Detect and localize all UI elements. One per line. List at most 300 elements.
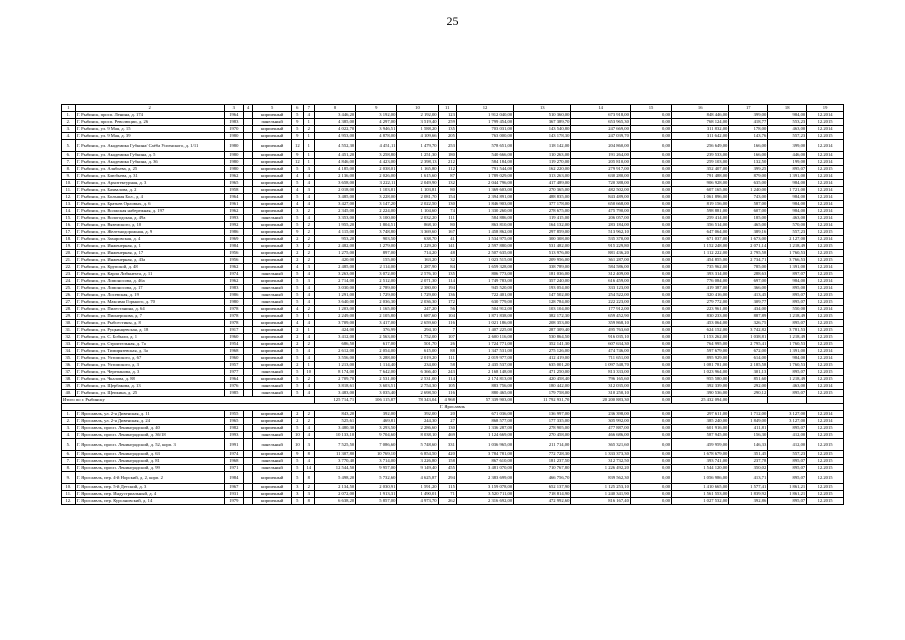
- cell-fund-share: 472 992,60: [514, 498, 571, 505]
- cell-total-cost: 2 044 796,00: [456, 180, 513, 187]
- cell-total-cost: 868 577,00: [456, 418, 513, 425]
- cell-regional-share: 25 432 094,00: [672, 397, 729, 404]
- cell-entrances: 1: [303, 362, 314, 369]
- cell-private-area: 2 286,60: [397, 425, 438, 432]
- cell-total-cost: 1 347 531,00: [456, 348, 513, 355]
- table-row: [62, 355, 844, 362]
- cell-living-area: 9 957,00: [356, 465, 397, 472]
- cell-budget-share: 0,00: [630, 320, 671, 327]
- cell-total-area: 6 638,20: [314, 498, 355, 505]
- cell-total-cost: 722 401,00: [456, 292, 513, 299]
- cell-regional-share: 955 580,00: [672, 376, 729, 383]
- cell-owner-share: 720 388,00: [571, 180, 631, 187]
- register-table: [61, 104, 844, 505]
- cell-private-area: 2 398,13: [397, 159, 438, 166]
- cell-col-4: [244, 159, 253, 166]
- cell-regional-share: 1 152 248,00: [672, 243, 729, 250]
- cell-regional-share: 256 649,00: [672, 140, 729, 152]
- cell-total-area: 12 544,50: [314, 465, 355, 472]
- table-row: [62, 376, 844, 383]
- cell-private-area: 1 287,90: [397, 264, 438, 271]
- cell-floors: 2: [292, 341, 303, 348]
- cell-regional-share: 671 037,00: [672, 236, 729, 243]
- cell-floors: 5: [292, 390, 303, 397]
- cell-build-year: 1978: [224, 306, 243, 313]
- cell-wall-material: кирпичный: [253, 250, 292, 257]
- cell-owner-share: 816 167,40: [571, 498, 631, 505]
- cell-private-area: 2 071,30: [397, 278, 438, 285]
- cell-row-number: 31.: [62, 327, 76, 334]
- cell-col-4: [244, 236, 253, 243]
- cell-entrances: 2: [303, 208, 314, 215]
- cell-cost-per-m2: 2 071,14: [729, 243, 768, 250]
- cell-cost-per-m2: 2 795,41: [729, 341, 768, 348]
- cell-floors: 4: [292, 306, 303, 313]
- cell-regional-share: 454 855,00: [672, 257, 729, 264]
- cell-total-cost: 630 779,00: [456, 299, 513, 306]
- cell-owner-share: 20 200 883,30: [571, 397, 631, 404]
- cell-row-number: 12.: [62, 194, 76, 201]
- cell-cost-per-m2: 587,00: [729, 201, 768, 208]
- cell-living-area: 3 147,20: [356, 201, 397, 208]
- cell-floors: 4: [292, 187, 303, 194]
- cell-wall-material: панельный: [253, 383, 292, 390]
- cell-living-area: 3 222,11: [356, 180, 397, 187]
- cell-fund-share: 143 178,30: [514, 133, 571, 140]
- cell-max-cost-per-m2: 984,00: [768, 355, 807, 362]
- cell-wall-material: кирпичный: [253, 425, 292, 432]
- cell-deadline: 12.2015: [807, 484, 844, 491]
- cell-owner-share: 236 398,00: [571, 411, 631, 418]
- cell-cost-per-m2: 132,50: [729, 159, 768, 166]
- cell-wall-material: кирпичный: [253, 257, 292, 264]
- cell-living-area: 3 072,00: [356, 271, 397, 278]
- cell-regional-share: 459 959,00: [672, 439, 729, 451]
- cell-private-area: 2 576,10: [397, 271, 438, 278]
- cell-fund-share: 180 442,00: [514, 383, 571, 390]
- cell-total-cost: 3 481 070,00: [456, 465, 513, 472]
- cell-private-area: 6 366,40: [397, 369, 438, 376]
- cell-total-area: 4 385,00: [314, 119, 355, 126]
- column-header: 7: [303, 105, 314, 112]
- cell-floors: 5: [292, 348, 303, 355]
- cell-total-cost: 2 174 813,00: [456, 376, 513, 383]
- cell-fund-share: 275 126,00: [514, 348, 571, 355]
- cell-build-year: 1957: [224, 362, 243, 369]
- cell-cost-per-m2: 366,00: [729, 285, 768, 292]
- table-row: [62, 348, 844, 355]
- cell-owner-share: 813 333,00: [571, 369, 631, 376]
- cell-row-number: 26.: [62, 292, 76, 299]
- cell-row-number: 9.: [62, 472, 76, 484]
- cell-regional-share: 352 407,00: [672, 166, 729, 173]
- cell-budget-share: 0,00: [630, 264, 671, 271]
- cell-floors: 4: [292, 264, 303, 271]
- cell-total-area: 2 345,00: [314, 208, 355, 215]
- cell-residents: 130: [438, 201, 456, 208]
- table-row: [62, 159, 844, 166]
- cell-fund-share: 103 104,00: [514, 306, 571, 313]
- cell-max-cost-per-m2: 199,00: [768, 159, 807, 166]
- cell-address: Г. Рыбинск, ул. Щепкина, д. 25: [75, 390, 224, 397]
- cell-row-number: 2.: [62, 119, 76, 126]
- cell-col-4: [244, 458, 253, 465]
- cell-col-4: [244, 369, 253, 376]
- cell-col-4: [244, 229, 253, 236]
- cell-total-area: 4 185,00: [314, 166, 355, 173]
- cell-deadline: 12.2014: [807, 278, 844, 285]
- cell-budget-share: 0,00: [630, 112, 671, 119]
- cell-row-number: 28.: [62, 306, 76, 313]
- cell-max-cost-per-m2: 1 760,53: [768, 341, 807, 348]
- cell-wall-material: кирпичный: [253, 306, 292, 313]
- cell-wall-material: кирпичный: [253, 327, 292, 334]
- cell-budget-share: 0,00: [630, 271, 671, 278]
- cell-entrances: 4: [303, 383, 314, 390]
- cell-fund-share: 338 789,00: [514, 264, 571, 271]
- cell-floors: 12: [292, 140, 303, 152]
- cell-cost-per-m2: 350,02: [729, 465, 768, 472]
- cell-living-area: 2 036,30: [356, 299, 397, 306]
- cell-max-cost-per-m2: 895,07: [768, 369, 807, 376]
- cell-fund-share: 143 540,80: [514, 126, 571, 133]
- cell-wall-material: кирпичный: [253, 362, 292, 369]
- cell-residents: 114: [438, 376, 456, 383]
- cell-wall-material: кирпичный: [253, 418, 292, 425]
- cell-fund-share: 211 714,00: [514, 439, 571, 451]
- cell-private-area: 638,70: [397, 236, 438, 243]
- cell-fund-share: 510 360,00: [514, 112, 571, 119]
- cell-private-area: 3 519,40: [397, 119, 438, 126]
- cell-total-area: 2 709,70: [314, 376, 355, 383]
- cell-entrances: 1: [303, 152, 314, 159]
- cell-floors: 10: [292, 439, 303, 451]
- table-row: [62, 152, 844, 159]
- cell-row-number: 3.: [62, 425, 76, 432]
- cell-cost-per-m2: 1 849,00: [729, 418, 768, 425]
- cell-build-year: 1978: [224, 320, 243, 327]
- cell-fund-share: 377 178,00: [514, 201, 571, 208]
- cell-address: Г. Рыбинск, ул. Ломоносова, д. 46а: [75, 278, 224, 285]
- cell-deadline: 12.2015: [807, 439, 844, 451]
- cell-owner-share: 466 686,00: [571, 432, 631, 439]
- cell-col-4: [244, 327, 253, 334]
- cell-address: Г. Ярославль, пер. 5-й Детский, д. 3: [75, 484, 224, 491]
- cell-deadline: 12.2014: [807, 306, 844, 313]
- cell-entrances: 2: [303, 376, 314, 383]
- cell-build-year: 1980: [224, 299, 243, 306]
- cell-build-year: 1962: [224, 264, 243, 271]
- column-header: 6: [292, 105, 303, 112]
- cell-row-number: 29.: [62, 313, 76, 320]
- cell-build-year: 1969: [224, 236, 243, 243]
- cell-max-cost-per-m2: 3 127,00: [768, 418, 807, 425]
- cell-max-cost-per-m2: 1 861,21: [768, 491, 807, 498]
- cell-max-cost-per-m2: 984,00: [768, 201, 807, 208]
- cell-max-cost-per-m2: 1 721,00: [768, 187, 807, 194]
- table-row: [62, 264, 844, 271]
- cell-build-year: 1983: [224, 285, 243, 292]
- cell-row-number: 34.: [62, 348, 76, 355]
- cell-wall-material: панельный: [253, 292, 292, 299]
- cell-total-cost: 703 031,00: [456, 126, 513, 133]
- cell-fund-share: 181 036,00: [514, 271, 571, 278]
- cell-build-year: 1965: [224, 418, 243, 425]
- column-header: 14: [571, 105, 631, 112]
- cell-owner-share: 650 668,00: [571, 201, 631, 208]
- cell-floors: 4: [292, 201, 303, 208]
- cell-total-cost: 1 749 783,00: [456, 278, 513, 285]
- cell-residents: 74: [438, 208, 456, 215]
- cell-col-4: [244, 425, 253, 432]
- cell-entrances: 3: [303, 264, 314, 271]
- cell-regional-share: 279 772,00: [672, 299, 729, 306]
- cell-fund-share: 147 502,00: [514, 292, 571, 299]
- column-header: 10: [397, 105, 438, 112]
- cell-max-cost-per-m2: 557,23: [768, 451, 807, 458]
- cell-deadline: 12.2015: [807, 498, 844, 505]
- cell-fund-share: 119 415,00: [514, 215, 571, 222]
- cell-living-area: 106 115,87: [356, 397, 397, 404]
- cell-entrances: 4: [303, 458, 314, 465]
- cell-build-year: 1956: [224, 257, 243, 264]
- cell-living-area: 3 417,00: [356, 320, 397, 327]
- cell-deadline: 12.2015: [807, 334, 844, 341]
- table-row: [62, 236, 844, 243]
- cell-living-area: 1 913,31: [356, 491, 397, 498]
- column-header: 1: [62, 105, 76, 112]
- cell-owner-share: 630 280,00: [571, 173, 631, 180]
- cell-cost-per-m2: 156,30: [729, 432, 768, 439]
- page-number: 25: [446, 14, 459, 28]
- cell-owner-share: 359 868,10: [571, 320, 631, 327]
- cell-max-cost-per-m2: 984,00: [768, 112, 807, 119]
- cell-owner-share: 673 918,00: [571, 112, 631, 119]
- table-row: [62, 299, 844, 306]
- cell-residents: 294: [438, 472, 456, 484]
- cell-total-area: 1 203,00: [314, 306, 355, 313]
- cell-owner-share: 1 240 341,90: [571, 491, 631, 498]
- cell-row-number: 8.: [62, 465, 76, 472]
- cell-floors: 9: [292, 451, 303, 458]
- cell-wall-material: кирпичный: [253, 173, 292, 180]
- cell-cost-per-m2: 465,00: [729, 222, 768, 229]
- cell-owner-share: 1 125 253,10: [571, 484, 631, 491]
- cell-entrances: 4: [303, 355, 314, 362]
- cell-regional-share: 393 741,00: [672, 458, 729, 465]
- cell-build-year: 1970: [224, 126, 243, 133]
- cell-residents: 56: [438, 306, 456, 313]
- cell-build-year: 1962: [224, 173, 243, 180]
- cell-owner-share: 843 489,00: [571, 194, 631, 201]
- cell-living-area: 5 732,60: [356, 472, 397, 484]
- cell-total-area: 4 552,30: [314, 140, 355, 152]
- cell-row-number: 22.: [62, 264, 76, 271]
- cell-budget-share: 0,00: [630, 451, 671, 458]
- table-row: [62, 222, 844, 229]
- cell-living-area: 3 288,00: [356, 355, 397, 362]
- table-row: [62, 320, 844, 327]
- cell-living-area: 2 114,00: [356, 264, 397, 271]
- cell-fund-share: 164 132,00: [514, 222, 571, 229]
- cell-regional-share: 647 064,00: [672, 229, 729, 236]
- cell-col-4: [244, 208, 253, 215]
- cell-living-area: 7 086,60: [356, 439, 397, 451]
- cell-regional-share: 320 416,00: [672, 292, 729, 299]
- cell-living-area: 10 769,10: [356, 451, 397, 458]
- cell-living-area: 7 642,00: [356, 369, 397, 376]
- cell-private-area: 1 687,60: [397, 313, 438, 320]
- cell-entrances: 4: [303, 432, 314, 439]
- column-header: 18: [768, 105, 807, 112]
- cell-build-year: 1917: [224, 327, 243, 334]
- cell-fund-share: 466 756,70: [514, 472, 571, 484]
- cell-deadline: 12.2015: [807, 458, 844, 465]
- cell-budget-share: 0,00: [630, 208, 671, 215]
- cell-residents: 111: [438, 355, 456, 362]
- cell-budget-share: 0,00: [630, 369, 671, 376]
- cell-residents: 167: [438, 229, 456, 236]
- cell-private-area: 8 038,10: [397, 432, 438, 439]
- cell-cost-per-m2: 2 795,58: [729, 250, 768, 257]
- cell-private-area: 3 369,60: [397, 229, 438, 236]
- section-title-row: [62, 404, 844, 411]
- cell-cost-per-m2: 292,00: [729, 383, 768, 390]
- cell-wall-material: кирпичный: [253, 112, 292, 119]
- table-row: [62, 334, 844, 341]
- cell-total-area: 3 709,00: [314, 320, 355, 327]
- cell-total-area: 3 485,00: [314, 194, 355, 201]
- cell-residents: 7: [438, 327, 456, 334]
- cell-cost-per-m2: 851,60: [729, 376, 768, 383]
- cell-deadline: 12.2015: [807, 166, 844, 173]
- cell-entrances: 4: [303, 112, 314, 119]
- cell-fund-share: 136 997,00: [514, 411, 571, 418]
- cell-owner-share: 839 562,30: [571, 472, 631, 484]
- cell-col-4: [244, 390, 253, 397]
- cell-owner-share: 482 502,00: [571, 187, 631, 194]
- cell-col-4: [244, 215, 253, 222]
- cell-private-area: 1 588,20: [397, 126, 438, 133]
- cell-build-year: 1968: [224, 458, 243, 465]
- cell-entrances: 4: [303, 425, 314, 432]
- cell-max-cost-per-m2: 895,07: [768, 390, 807, 397]
- cell-living-area: 4 297,00: [356, 119, 397, 126]
- cell-wall-material: панельный: [253, 369, 292, 376]
- cell-entrances: 4: [303, 292, 314, 299]
- cell-private-area: 78 343,04: [397, 397, 438, 404]
- cell-wall-material: кирпичный: [253, 180, 292, 187]
- cell-budget-share: 0,00: [630, 152, 671, 159]
- cell-address: Г. Рыбинск, ул. Вологодская, д. 49а: [75, 215, 224, 222]
- cell-living-area: 2 531,00: [356, 376, 397, 383]
- cell-cost-per-m2: 166,00: [729, 140, 768, 152]
- cell-residents: 135: [438, 126, 456, 133]
- cell-floors: 2: [292, 334, 303, 341]
- cell-col-4: [244, 334, 253, 341]
- cell-residents: 135: [438, 271, 456, 278]
- cell-regional-share: 768 124,00: [672, 119, 729, 126]
- cell-deadline: 12.2015: [807, 320, 844, 327]
- cell-address: Г. Рыбинск, ул. Максима Горького, д. 70: [75, 299, 224, 306]
- cell-residents: 84: [438, 264, 456, 271]
- cell-cost-per-m2: 434,00: [729, 306, 768, 313]
- cell-max-cost-per-m2: 463,00: [768, 126, 807, 133]
- cell-max-cost-per-m2: 895,07: [768, 292, 807, 299]
- cell-total-cost: 57 339 903,00: [456, 397, 513, 404]
- cell-cost-per-m2: 185,00: [729, 215, 768, 222]
- cell-private-area: 4 973,70: [397, 498, 438, 505]
- cell-col-4: [244, 126, 253, 133]
- cell-max-cost-per-m2: 1 218,49: [768, 313, 807, 320]
- cell-wall-material: кирпичный: [253, 278, 292, 285]
- cell-regional-share: 223 961,00: [672, 306, 729, 313]
- cell-address: Г. Рыбинск, ул. Алябьева, д. 25: [75, 166, 224, 173]
- cell-row-number: 11.: [62, 187, 76, 194]
- cell-fund-share: 181 237,50: [514, 458, 571, 465]
- cell-total-area: 11 307,80: [314, 451, 355, 458]
- cell-total-area: 4 953,00: [314, 133, 355, 140]
- table-row: [62, 491, 844, 498]
- cell-owner-share: 475 790,00: [571, 208, 631, 215]
- cell-budget-share: 0,00: [630, 187, 671, 194]
- cell-residents: 111: [438, 215, 456, 222]
- cell-wall-material: кирпичный: [253, 126, 292, 133]
- cell-living-area: 1 103,81: [356, 187, 397, 194]
- cell-deadline: 12.2015: [807, 465, 844, 472]
- cell-owner-share: 191 264,00: [571, 152, 631, 159]
- cell-wall-material: кирпичный: [253, 222, 292, 229]
- column-header: 11: [438, 105, 456, 112]
- cell-deadline: 12.2014: [807, 112, 844, 119]
- cell-entrances: 2: [303, 126, 314, 133]
- table-row: [62, 472, 844, 484]
- cell-total-cost: 863 810,00: [456, 222, 513, 229]
- cell-build-year: 1960: [224, 334, 243, 341]
- cell-floors: 5: [292, 112, 303, 119]
- cell-address: Г. Рыбинск, ул. Бахвалова, д. 2: [75, 187, 224, 194]
- cell-wall-material: кирпичный: [253, 264, 292, 271]
- cell-max-cost-per-m2: 3 127,00: [768, 411, 807, 418]
- cell-fund-share: 710 767,80: [514, 465, 571, 472]
- cell-deadline: 12.2015: [807, 425, 844, 432]
- cell-col-4: [244, 472, 253, 484]
- cell-fund-share: 11 792 931,70: [514, 397, 571, 404]
- table-row: [62, 140, 844, 152]
- cell-deadline: 12.2015: [807, 472, 844, 484]
- cell-living-area: 5 857,00: [356, 498, 397, 505]
- cell-fund-share: 297 859,00: [514, 229, 571, 236]
- table-row: [62, 180, 844, 187]
- cell-total-cost: 2 383 699,00: [456, 472, 513, 484]
- cell-col-4: [244, 299, 253, 306]
- table-row: [62, 173, 844, 180]
- cell-residents: 212: [438, 159, 456, 166]
- table-row: [62, 313, 844, 320]
- cell-wall-material: панельный: [253, 465, 292, 472]
- cell-col-4: [244, 271, 253, 278]
- cell-row-number: 12.: [62, 498, 76, 505]
- cell-build-year: 1991: [224, 439, 243, 451]
- cell-wall-material: панельный: [253, 432, 292, 439]
- cell-cost-per-m2: 1 038,81: [729, 334, 768, 341]
- cell-wall-material: кирпичный: [253, 411, 292, 418]
- cell-total-cost: 791 544,00: [456, 166, 513, 173]
- cell-fund-share: 718 814,90: [514, 491, 571, 498]
- cell-address: Г. Рыбинск, ул. Руцкинцевская, д. 18: [75, 327, 224, 334]
- cell-address: Г. Рыбинск, ул. Инженерная, д. 43а: [75, 257, 224, 264]
- cell-max-cost-per-m2: 550,00: [768, 306, 807, 313]
